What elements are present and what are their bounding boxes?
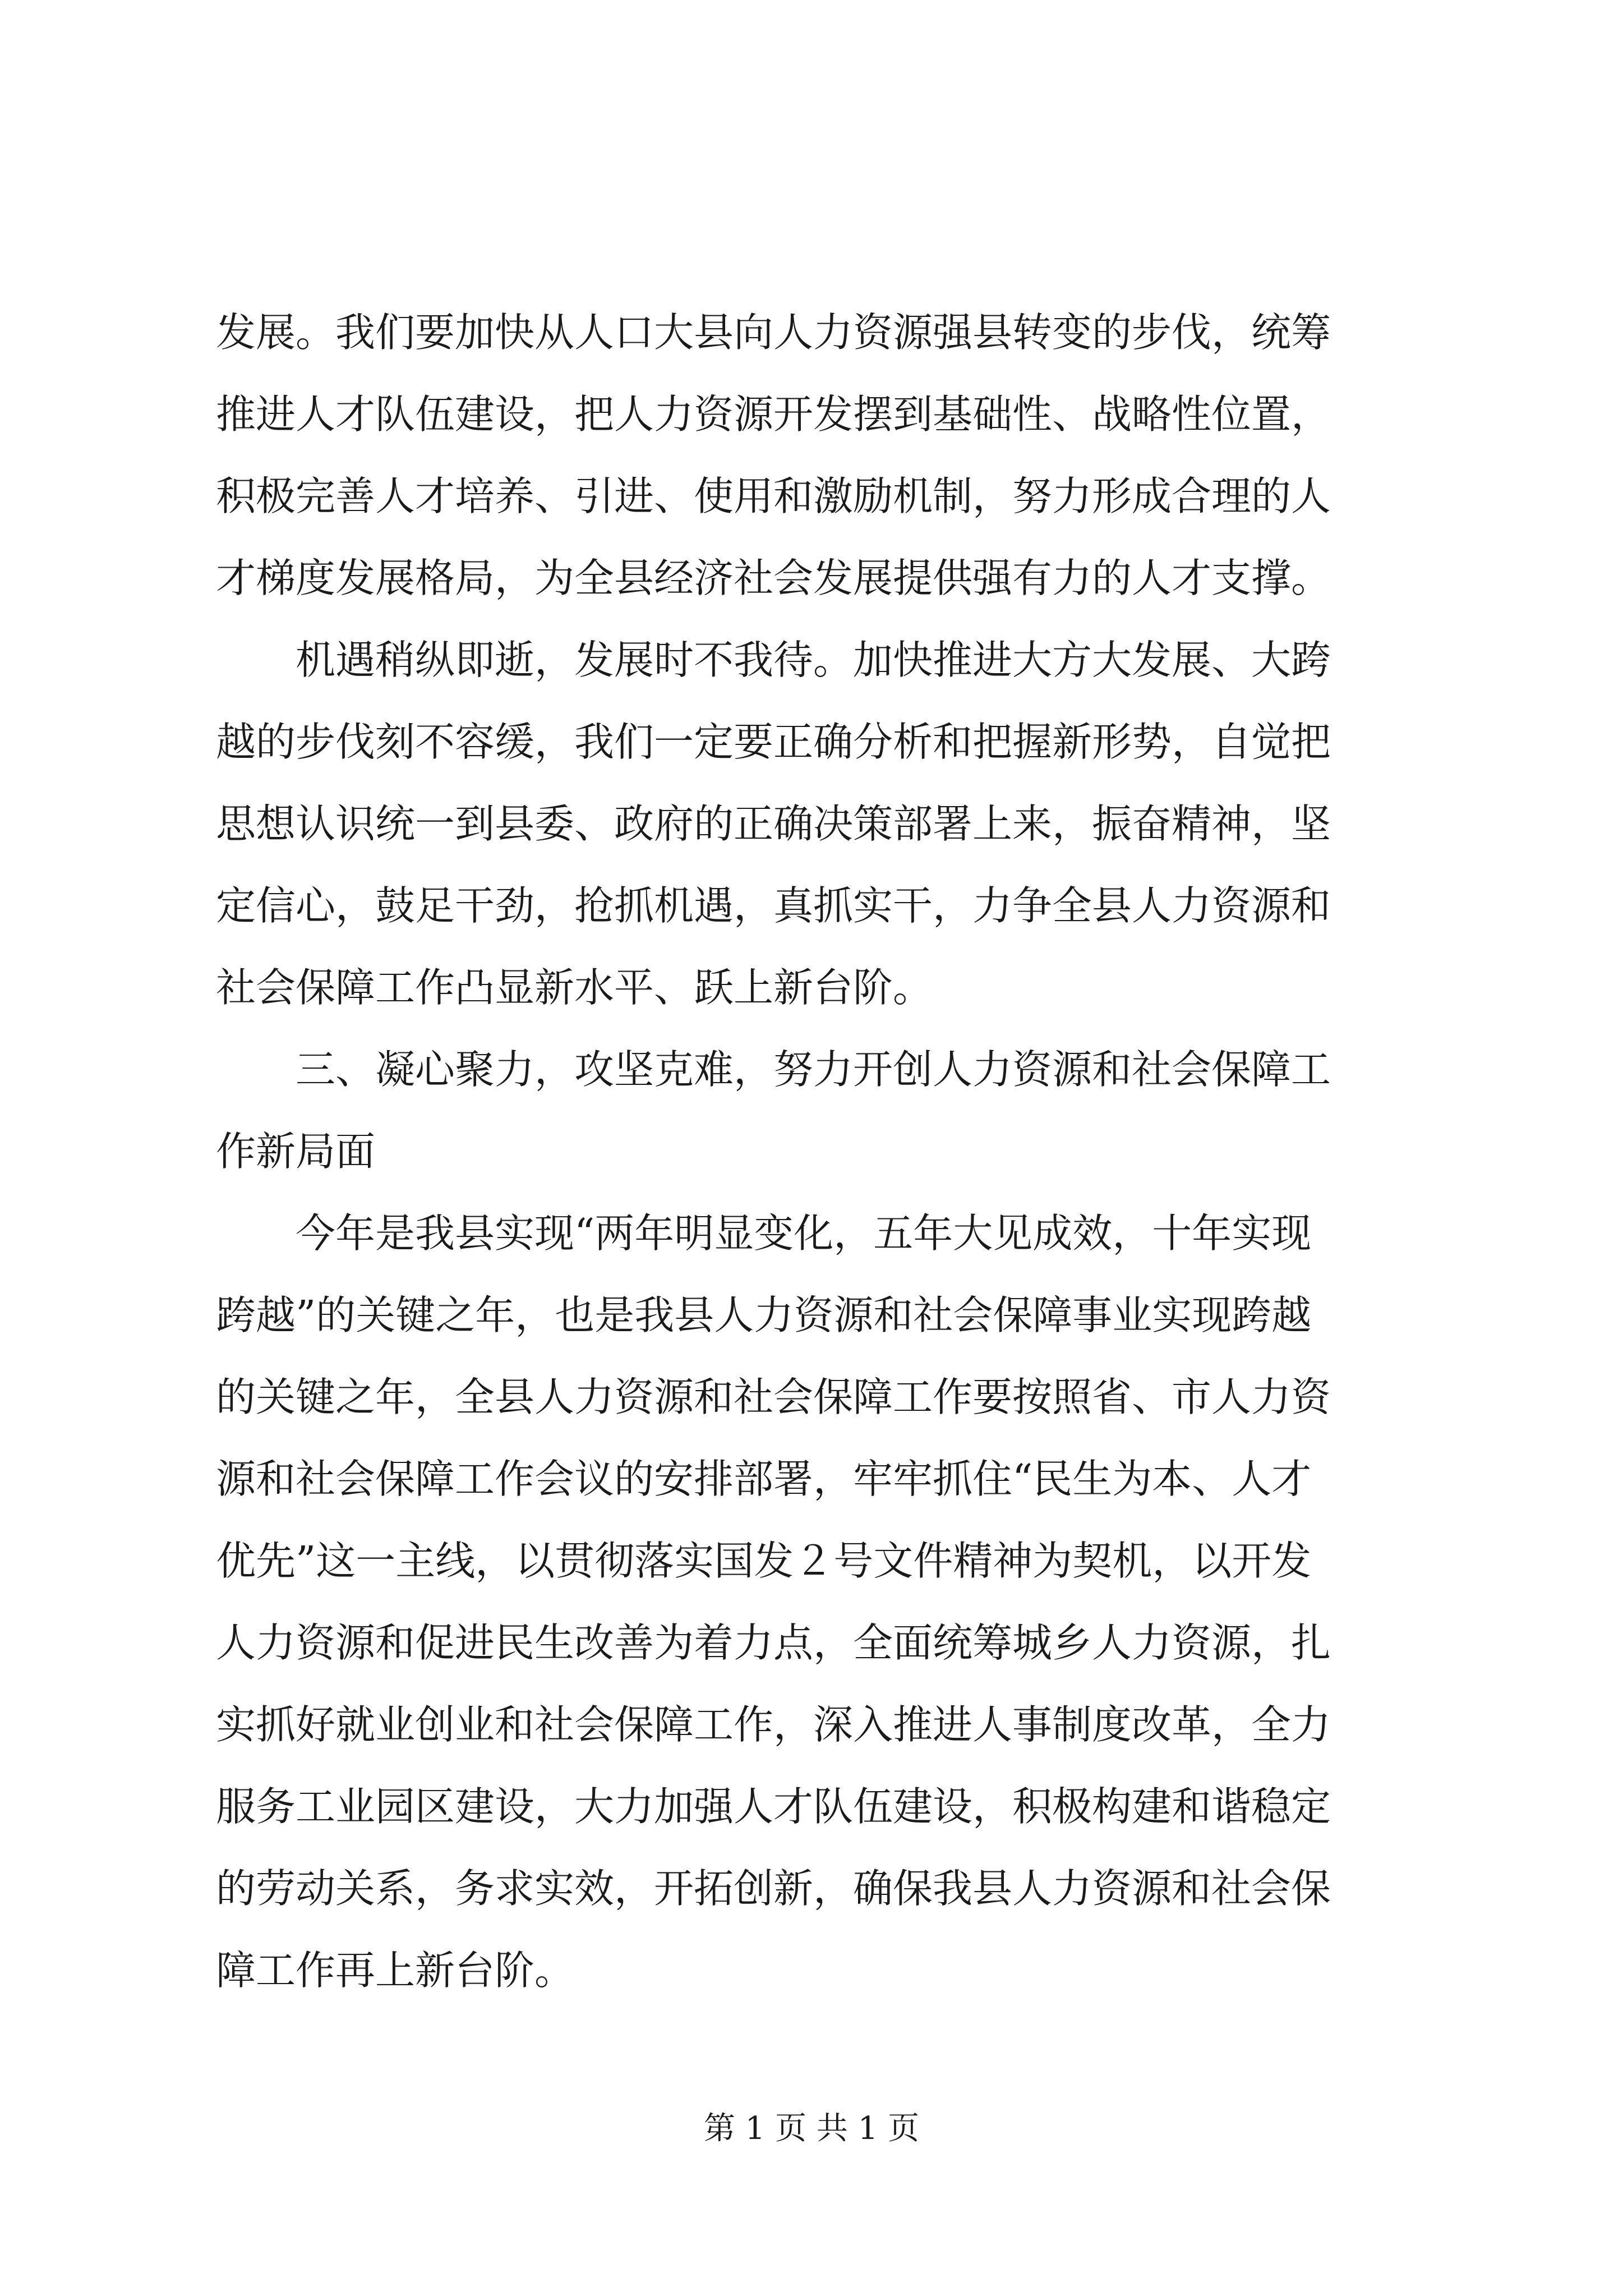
text-line: 实抓好就业创业和社会保障工作，深入推进人事制度改革，全力 bbox=[216, 1701, 1331, 1748]
text-line: 才梯度发展格局，为全县经济社会发展提供强有力的人才支撑。 bbox=[216, 555, 1331, 601]
text-line: 优先”这一主线，以贯彻落实国发２号文件精神为契机，以开发 bbox=[216, 1538, 1312, 1584]
text-line: 推进人才队伍建设，把人力资源开发摆到基础性、战略性位置， bbox=[216, 391, 1331, 438]
text-line: 人力资源和促进民生改善为着力点，全面统筹城乡人力资源，扎 bbox=[216, 1619, 1331, 1666]
section-heading-line: 作新局面 bbox=[216, 1128, 376, 1175]
document-body bbox=[216, 292, 1422, 2012]
page-footer bbox=[0, 2106, 1623, 2151]
text-line: 积极完善人才培养、引进、使用和激励机制，努力形成合理的人 bbox=[216, 473, 1331, 519]
text-line: 源和社会保障工作会议的安排部署，牢牢抓住“民生为本、人才 bbox=[216, 1456, 1312, 1502]
text-line: 定信心，鼓足干劲，抢抓机遇，真抓实干，力争全县人力资源和 bbox=[216, 882, 1331, 929]
text-line: 思想认识统一到县委、政府的正确决策部署上来，振奋精神，坚 bbox=[216, 800, 1331, 847]
text-line: 越的步伐刻不容缓，我们一定要正确分析和把握新形势，自觉把 bbox=[216, 719, 1331, 765]
page-number-label: 第 1 页 共 1 页 bbox=[703, 2110, 920, 2147]
text-line: 服务工业园区建设，大力加强人才队伍建设，积极构建和谐稳定 bbox=[216, 1783, 1331, 1830]
text-line: 机遇稍纵即逝，发展时不我待。加快推进大方大发展、大跨 bbox=[216, 637, 1331, 683]
text-line: 跨越”的关键之年，也是我县人力资源和社会保障事业实现跨越 bbox=[216, 1292, 1312, 1338]
section-heading-line: 三、凝心聚力，攻坚克难，努力开创人力资源和社会保障工 bbox=[216, 1046, 1331, 1093]
text-line: 今年是我县实现“两年明显变化，五年大见成效，十年实现 bbox=[216, 1210, 1312, 1257]
text-line: 的劳动关系，务求实效，开拓创新，确保我县人力资源和社会保 bbox=[216, 1865, 1331, 1912]
text-line: 的关键之年，全县人力资源和社会保障工作要按照省、市人力资 bbox=[216, 1374, 1331, 1420]
text-line: 障工作再上新台阶。 bbox=[216, 1947, 575, 1994]
text-line: 社会保障工作凸显新水平、跃上新台阶。 bbox=[216, 964, 933, 1011]
text-line: 发展。我们要加快从人口大县向人力资源强县转变的步伐，统筹 bbox=[216, 309, 1331, 356]
